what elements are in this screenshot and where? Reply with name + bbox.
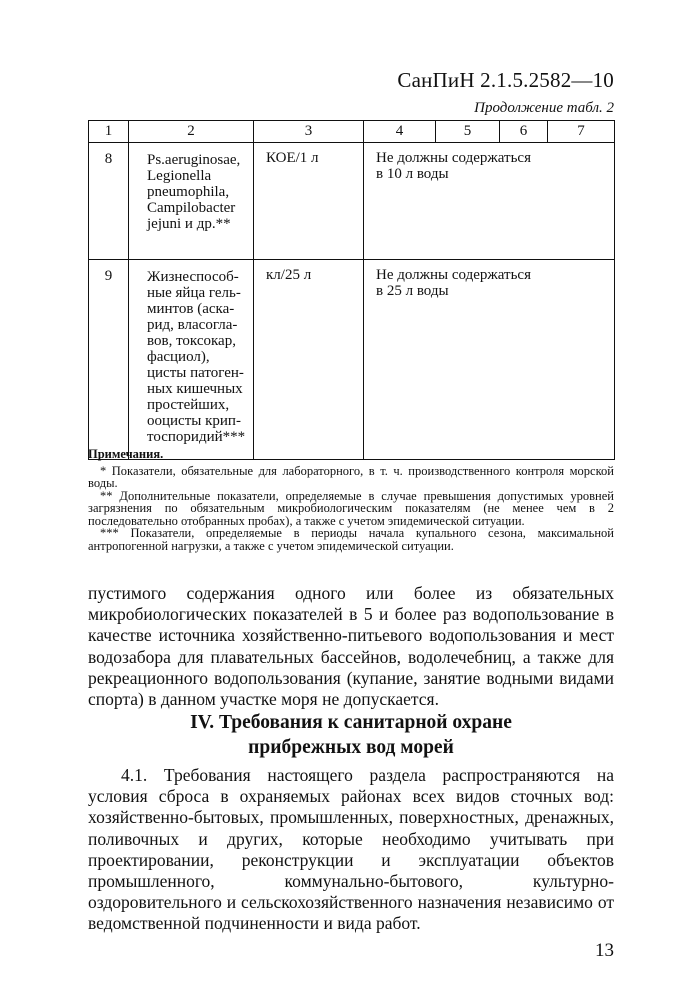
indicator-line: тоспоридий*** (147, 429, 246, 445)
column-number: 4 (364, 121, 436, 143)
norm-cell (364, 143, 615, 260)
indicator-line: Legionella (147, 168, 212, 184)
row-number: 9 (89, 260, 129, 460)
norm-line: Не должны содержаться (376, 150, 531, 166)
body-paragraph: пустимого содержания одного или более из обязательных микробиологических показателей в 5 и более раз водопользование в качестве источника хозяйственно-питьевого водопользования и мест водозабора для плавательных бассейнов, водолечебниц, а также для рекреационного водопользования (купание, занятие водными видами спорта) в данном участке моря не допускается. (88, 583, 614, 710)
note-item: ** Дополнительные показатели, определяемые в случае превышения допустимых уровней загрязнения по обязательным микробиологическим показателям (не менее чем в 2 последовательно отобранных пробах), а также с учетом эпидемической ситуации. (88, 488, 614, 528)
indicator-line: Ps.aeruginosae, (147, 152, 241, 168)
indicator-line: jejuni и др.** (147, 216, 231, 232)
indicator-cell (129, 143, 254, 260)
indicator-line: цисты патоген- (147, 365, 244, 381)
row-number: 8 (89, 143, 129, 260)
note-item: * Показатели, обязательные для лабораторного, в т. ч. производственного контроля морской воды. (88, 463, 614, 490)
column-number: 7 (548, 121, 615, 143)
note-item: *** Показатели, определяемые в периоды начала купального сезона, максимальной антропогенной нагрузки, а также с учетом эпидемической ситуации. (88, 526, 614, 553)
column-number: 3 (254, 121, 364, 143)
unit-cell: КОЕ/1 л (254, 143, 364, 260)
indicator-line: Campilobacter (147, 200, 236, 216)
indicator-line: ооцисты крип- (147, 413, 241, 429)
indicator-cell (129, 260, 254, 460)
column-number: 2 (129, 121, 254, 143)
table-row (89, 260, 615, 460)
data-table (88, 120, 615, 460)
indicator-line: pneumophila, (147, 184, 230, 200)
indicator-line: минтов (аска- (147, 301, 235, 317)
table-row (89, 143, 615, 260)
body-text (88, 583, 614, 710)
indicator-line: Жизнеспособ- (147, 269, 239, 285)
norm-line: в 10 л воды (376, 166, 449, 182)
page-number: 13 (595, 940, 614, 961)
section-heading (88, 710, 614, 760)
table-notes (88, 448, 614, 552)
indicator-line: ных кишечных (147, 381, 243, 397)
section-heading-line: IV. Требования к санитарной охране (190, 712, 512, 733)
norm-line: в 25 л воды (376, 283, 449, 299)
indicator-line: ные яйца гель- (147, 285, 241, 301)
norm-line: Не должны содержаться (376, 267, 531, 283)
column-number: 5 (436, 121, 500, 143)
norm-cell (364, 260, 615, 460)
column-number: 1 (89, 121, 129, 143)
table-continuation-label: Продолжение табл. 2 (474, 100, 614, 116)
indicator-line: фасциол), (147, 349, 210, 365)
column-number-row (89, 121, 615, 143)
unit-cell: кл/25 л (254, 260, 364, 460)
section-paragraph: 4.1. Требования настоящего раздела распространяются на условия сброса в охраняемых районах всех видов сточных вод: хозяйственно-бытовых, промышленных, поверхностных, дренажных, поливочных и других, которые необходимо учитывать при проектировании, реконструкции и эксплуатации объектов промышленного, коммунально-бытового, культурно-оздоровительного и сельскохозяйственного назначения независимо от ведомственной подчиненности и вида работ. (88, 765, 614, 934)
column-number: 6 (500, 121, 548, 143)
indicator-line: вов, токсокар, (147, 333, 236, 349)
indicator-line: рид, власогла- (147, 317, 238, 333)
document-id: СанПиН 2.1.5.2582—10 (397, 68, 614, 92)
notes-title: Примечания. (88, 447, 164, 461)
section-body (88, 765, 614, 935)
section-heading-line: прибрежных вод морей (248, 737, 454, 758)
indicator-line: простейших, (147, 397, 230, 413)
